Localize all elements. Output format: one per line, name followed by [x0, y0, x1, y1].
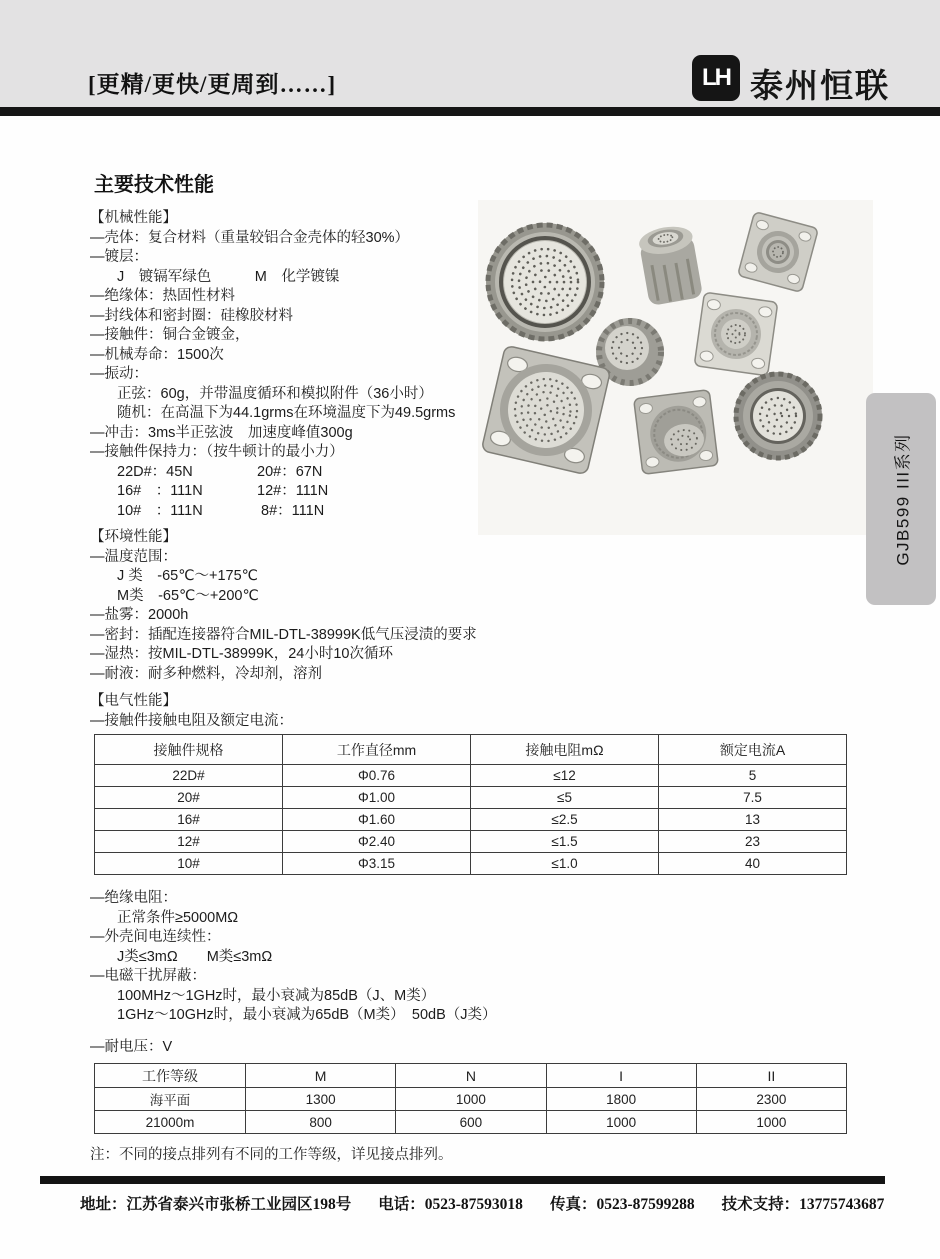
table-cell: 40	[659, 853, 847, 875]
footer-item: 传真：0523-87599288	[549, 1196, 695, 1213]
table-row	[95, 765, 847, 787]
column-header: M	[246, 1064, 396, 1088]
table-cell: 22D#	[95, 765, 283, 787]
table-cell: Φ0.76	[283, 765, 471, 787]
spec-line: —耐液：耐多种燃料，冷却剂，溶剂	[90, 665, 322, 682]
column-header: II	[696, 1064, 846, 1088]
footer-item: 技术支持：13775743687	[721, 1196, 885, 1213]
company-logo-icon	[692, 55, 740, 101]
environmental-spec-list	[90, 548, 850, 685]
column-header: 额定电流A	[659, 735, 847, 765]
footer-item: 电话：0523-87593018	[378, 1196, 523, 1213]
spec-line: J类≤3mΩ M类≤3mΩ	[117, 948, 273, 965]
table-cell: 1000	[396, 1088, 546, 1111]
table-cell: Φ1.60	[283, 809, 471, 831]
table-cell: 800	[246, 1111, 396, 1134]
table-cell: ≤1.5	[471, 831, 659, 853]
spec-line: —机械寿命：1500次	[90, 346, 224, 363]
table-cell: Φ1.00	[283, 787, 471, 809]
spec-line: —接触件：铜合金镀金，	[90, 327, 250, 343]
table-cell: Φ2.40	[283, 831, 471, 853]
spec-line: —温度范围：	[90, 548, 177, 565]
header-divider	[0, 107, 940, 116]
series-side-tab	[866, 393, 936, 605]
column-header: N	[396, 1064, 546, 1088]
spec-line: 100MHz～1GHz时，最小衰减为85dB（J、M类）	[117, 987, 436, 1004]
spec-line: —绝缘体：热固性材料	[90, 288, 235, 304]
spec-line: —镀层：	[90, 249, 148, 265]
spec-line: —盐雾：2000h	[90, 607, 189, 623]
column-header: 接触件规格	[95, 735, 283, 765]
spec-line: —接触件保持力：（按牛顿计的最小力）	[90, 444, 344, 460]
table-cell: 10#	[95, 853, 283, 875]
spec-line: 16# ：111N 12#：111N	[117, 483, 329, 499]
table-cell: ≤5	[471, 787, 659, 809]
footer-item: 地址：江苏省泰兴市张桥工业园区198号	[80, 1196, 352, 1213]
section-heading-environmental: 【环境性能】	[90, 529, 177, 545]
table-header-row	[95, 1064, 847, 1088]
footer-divider	[40, 1176, 885, 1184]
spec-line: —封线体和密封圈：硅橡胶材料	[90, 307, 293, 324]
table-row	[95, 853, 847, 875]
spec-line: —冲击：3ms半正弦波 加速度峰值300g	[90, 424, 353, 441]
spec-line: —密封：插配连接器符合MIL-DTL-38999K低气压浸渍的要求	[90, 626, 477, 643]
footer-contact-row	[80, 1192, 910, 1214]
table-header-row	[95, 735, 847, 765]
column-header: 工作等级	[95, 1064, 246, 1088]
table-cell: 23	[659, 831, 847, 853]
table-cell: 2300	[696, 1088, 846, 1111]
section-heading-mechanical: 【机械性能】	[90, 210, 177, 226]
electrical-intro-line: —接触件接触电阻及额定电流：	[90, 712, 293, 729]
table-cell: 21000m	[95, 1111, 246, 1134]
logo-monogram: LH	[702, 64, 730, 91]
table-cell: ≤12	[471, 765, 659, 787]
spec-line: 正常条件≥5000MΩ	[117, 909, 239, 926]
table-cell: 1000	[696, 1111, 846, 1134]
table-cell: 7.5	[659, 787, 847, 809]
spec-line: —壳体：复合材料（重量较铝合金壳体的轻30%）	[90, 229, 410, 246]
table-cell: 海平面	[95, 1088, 246, 1111]
table-cell: 600	[396, 1111, 546, 1134]
table-row	[95, 1111, 847, 1134]
column-header: 工作直径mm	[283, 735, 471, 765]
contact-resistance-table	[94, 734, 847, 875]
table-cell: 20#	[95, 787, 283, 809]
company-name: 泰州恒联	[750, 67, 890, 104]
spec-line: —绝缘电阻：	[90, 890, 177, 906]
section-heading-electrical: 【电气性能】	[90, 693, 177, 709]
withstand-voltage-line: —耐电压：V	[90, 1038, 173, 1055]
table-row	[95, 831, 847, 853]
spec-line: 正弦：60g，并带温度循环和模拟附件（36小时）	[117, 385, 433, 402]
table-cell: 5	[659, 765, 847, 787]
spec-line: 随机：在高温下为44.1grms在环境温度下为49.5grms	[117, 405, 456, 421]
working-grade-table	[94, 1063, 847, 1134]
spec-line: —振动：	[90, 366, 148, 382]
spec-line: M类 -65℃～+200℃	[117, 587, 259, 604]
table-row	[95, 809, 847, 831]
table-row	[95, 1088, 847, 1111]
main-content	[90, 168, 850, 1164]
spec-line: 10# ：111N 8#：111N	[117, 502, 325, 519]
spec-line: —电磁干扰屏蔽：	[90, 968, 206, 984]
spec-line: 22D#：45N 20#：67N	[117, 463, 323, 480]
company-slogan: [更精/更快/更周到……]	[88, 72, 337, 97]
table-cell: 12#	[95, 831, 283, 853]
table-cell: ≤2.5	[471, 809, 659, 831]
table-cell: 1000	[546, 1111, 696, 1134]
table-cell: 13	[659, 809, 847, 831]
spec-line: J 类 -65℃～+175℃	[117, 568, 258, 584]
table-cell: Φ3.15	[283, 853, 471, 875]
column-header: 接触电阻mΩ	[471, 735, 659, 765]
table-note: 注：不同的接点排列有不同的工作等级，详见接点排列。	[90, 1147, 453, 1163]
spec-line: J 镀镉军绿色 M 化学镀镍	[117, 268, 340, 285]
electrical-spec-list	[90, 889, 850, 1026]
table-cell: 1300	[246, 1088, 396, 1111]
spec-line: 1GHz～10GHz时，最小衰减为65dB（M类） 50dB（J类）	[117, 1007, 497, 1023]
table-cell: ≤1.0	[471, 853, 659, 875]
table-cell: 1800	[546, 1088, 696, 1111]
mechanical-spec-list	[90, 229, 850, 522]
column-header: I	[546, 1064, 696, 1088]
table-cell: 16#	[95, 809, 283, 831]
page-title: 主要技术性能	[94, 174, 214, 196]
series-side-tab-label: GJB599 III系列	[893, 432, 913, 566]
spec-line: —湿热：按MIL-DTL-38999K，24小时10次循环	[90, 646, 393, 662]
table-row	[95, 787, 847, 809]
spec-line: —外壳间电连续性：	[90, 929, 221, 945]
